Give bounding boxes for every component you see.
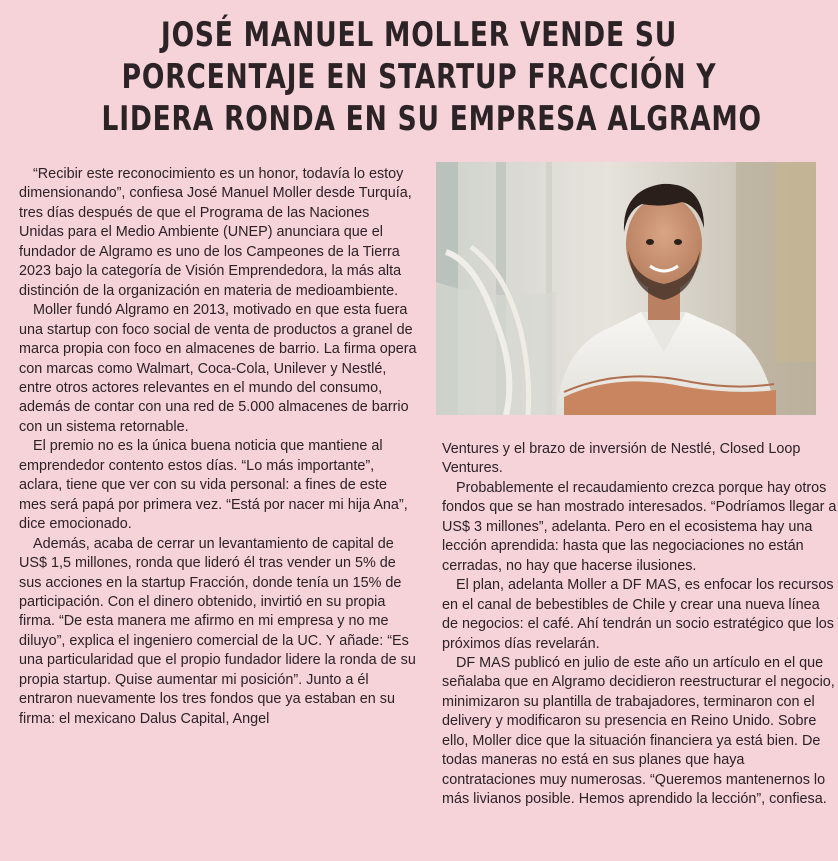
headline <box>101 14 762 140</box>
left-column <box>19 165 417 729</box>
paragraph: “Recibir este reconocimiento es un honor, todavía lo estoy dimensionando”, confiesa José Manuel Moller desde Turquía, tres días después de que el Programa de las Naciones Unidas para el Medio Ambiente (UNEP) anunciara que el fundador de Algramo es uno de los Campeones de la Tierra 2023 bajo la categoría de Visión Emprendedora, la más alta distinción de la organización en materia de medioambiente. <box>19 166 412 299</box>
paragraph: Ventures y el brazo de inversión de Nestlé, Closed Loop Ventures. <box>442 441 801 477</box>
paragraph: Probablemente el recaudamiento crezca porque hay otros fondos que se han mostrado interesados. “Podríamos llegar a US$ 3 millones”, adelanta. Pero en el ecosistema hay una lección aprendida: hasta que las negociaciones no están cerradas, no hay que hacerse ilusiones. <box>442 479 837 574</box>
paragraph: Además, acaba de cerrar un levantamiento de capital de US$ 1,5 millones, ronda que lideró él tras vender un 5% de sus acciones en la startup Fracción, donde tenía un 15% de participación. Con el dinero obtenido, invirtió en su propia firma. “De esta manera me afirmo en mi empresa y no me diluyo”, explica el ingeniero comercial de la UC. Y añade: “Es una particularidad que el propio fundador lidere la ronda de su propia startup. Quise aumentar mi posición”. Junto a él entraron nuevamente los tres fondos que ya estaban en su firma: el mexicano Dalus Capital, Angel <box>19 535 416 727</box>
headline-line-1: JOSÉ MANUEL MOLLER VENDE SU <box>160 15 678 55</box>
paragraph: El plan, adelanta Moller a DF MAS, es enfocar los recursos en el canal de bebestibles de Chile y crear una nueva línea de negocios: el café. Ahí tendrán un socio estratégico que los próximos días revelarán. <box>442 577 835 652</box>
headline-line-2: PORCENTAJE EN STARTUP FRACCIÓN Y <box>121 57 717 97</box>
paragraph: Moller fundó Algramo en 2013, motivado en que esta fuera una startup con foco social de venta de productos a granel de marca propia con foco en almacenes de barrio. La firma opera con marcas como Walmart, Coca-Cola, Unilever y Nestlé, entre otros actores relevantes en el mundo del consumo, además de contar con una red de 5.000 almacenes de barrio con un sistema retornable. <box>19 302 417 435</box>
right-column <box>442 440 838 810</box>
portrait-photo <box>436 162 816 415</box>
paragraph: El premio no es la única buena noticia que mantiene al emprendedor contento estos días. “Lo más importante”, aclara, tiene que ver con su vida personal: a fines de este mes será papá por primera vez. “Está por nacer mi hija Ana”, dice emocionado. <box>19 438 408 533</box>
paragraph: DF MAS publicó en julio de este año un artículo en el que señalaba que en Algramo decidieron reestructurar el negocio, minimizaron su plantilla de trabajadores, terminaron con el delivery y modificaron su presencia en Reino Unido. Sobre ello, Moller dice que la situación financiera ya está bien. De todas maneras no está en sus planes que haya contrataciones muy numerosas. “Queremos mantenernos lo más livianos posible. Hemos aprendido la lección”, confiesa. <box>442 654 835 808</box>
headline-line-3: LIDERA RONDA EN SU EMPRESA ALGRAMO <box>101 99 762 139</box>
